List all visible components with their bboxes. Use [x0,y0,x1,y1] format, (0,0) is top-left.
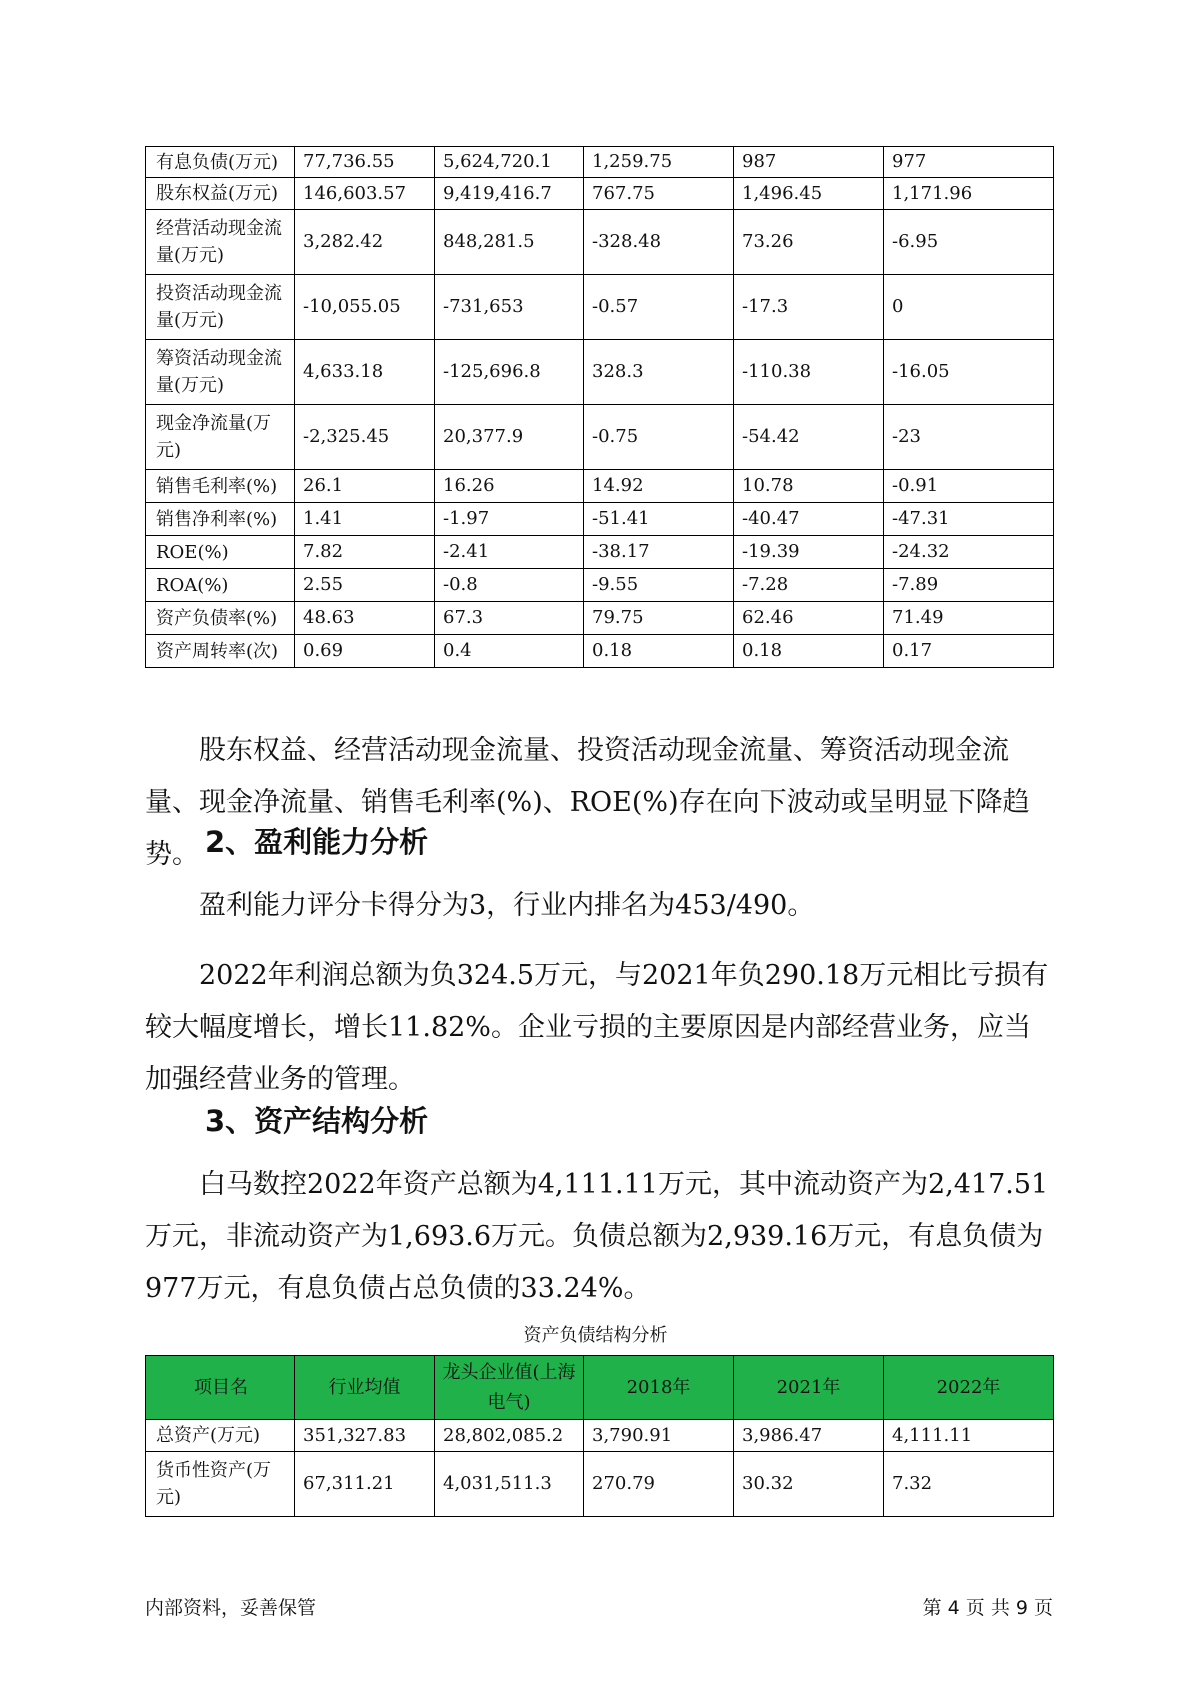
cell-2018: 0.18 [584,635,734,668]
cell-2021: -110.38 [734,340,884,405]
row-label: 有息负债(万元) [146,147,295,178]
cell-2018: 328.3 [584,340,734,405]
cell-2018: 767.75 [584,178,734,210]
cell-industry-avg: -10,055.05 [295,275,435,340]
row-label: 经营活动现金流量(万元) [146,210,295,275]
cell-2022: 977 [884,147,1054,178]
cell-2021: 62.46 [734,602,884,635]
cell-2018: -328.48 [584,210,734,275]
section-heading-profitability: 2、盈利能力分析 [205,825,429,859]
cell-industry-avg: 3,282.42 [295,210,435,275]
row-label: 投资活动现金流量(万元) [146,275,295,340]
cell-2022: 0 [884,275,1054,340]
header-industry-avg: 行业均值 [295,1356,435,1420]
row-label: 总资产(万元) [146,1420,295,1452]
cell-leader: 0.4 [435,635,584,668]
table-row [146,635,1054,668]
cell-2021: -54.42 [734,405,884,470]
trend-summary-paragraph: 股东权益、经营活动现金流量、投资活动现金流量、筹资活动现金流量、现金净流量、销售毛利率(%)、ROE(%)存在向下波动或呈明显下降趋势。 [145,735,1030,870]
cell-2022: 7.32 [884,1452,1054,1517]
row-label: ROE(%) [146,536,295,569]
table-row [146,210,1054,275]
cell-leader: 28,802,085.2 [435,1420,584,1452]
cell-2021: -7.28 [734,569,884,602]
row-label: 资产负债率(%) [146,602,295,635]
row-label: 股东权益(万元) [146,178,295,210]
cell-2018: 14.92 [584,470,734,503]
table-row [146,536,1054,569]
cell-industry-avg: 2.55 [295,569,435,602]
cell-2018: 3,790.91 [584,1420,734,1452]
table-row [146,275,1054,340]
cell-industry-avg: 351,327.83 [295,1420,435,1452]
cell-industry-avg: 0.69 [295,635,435,668]
cell-industry-avg: 26.1 [295,470,435,503]
row-label: 现金净流量(万元) [146,405,295,470]
table-row [146,1452,1054,1517]
cell-leader: 67.3 [435,602,584,635]
cell-industry-avg: 7.82 [295,536,435,569]
section-heading-asset-structure: 3、资产结构分析 [205,1104,429,1138]
cell-industry-avg: 4,633.18 [295,340,435,405]
cell-2021: -17.3 [734,275,884,340]
cell-industry-avg: 48.63 [295,602,435,635]
cell-2021: 10.78 [734,470,884,503]
row-label: 货币性资产(万元) [146,1452,295,1517]
row-label: 筹资活动现金流量(万元) [146,340,295,405]
cell-2021: 0.18 [734,635,884,668]
cell-2021: 987 [734,147,884,178]
table-caption: 资产负债结构分析 [523,1325,668,1346]
financial-indicators-table [145,146,1054,668]
row-label: 销售毛利率(%) [146,470,295,503]
table-row [146,503,1054,536]
cell-2021: 3,986.47 [734,1420,884,1452]
cell-industry-avg: 77,736.55 [295,147,435,178]
header-2022: 2022年 [884,1356,1054,1420]
row-label: 资产周转率(次) [146,635,295,668]
cell-leader: -731,653 [435,275,584,340]
table-row [146,178,1054,210]
cell-leader: -125,696.8 [435,340,584,405]
footer-confidential-note: 内部资料，妥善保管 [145,1597,317,1619]
table-row [146,1420,1054,1452]
cell-leader: -0.8 [435,569,584,602]
cell-2018: -38.17 [584,536,734,569]
cell-industry-avg: 1.41 [295,503,435,536]
asset-structure-paragraph: 白马数控2022年资产总额为4,111.11万元，其中流动资产为2,417.51万元，非流动资产为1,693.6万元。负债总额为2,939.16万元，有息负债为977万元，有息负债占总负债的33.24%。 [145,1169,1049,1304]
cell-2018: -0.57 [584,275,734,340]
profitability-score-paragraph: 盈利能力评分卡得分为3，行业内排名为453/490。 [199,890,815,921]
cell-2018: 270.79 [584,1452,734,1517]
footer-page-number: 第 4 页 共 9 页 [922,1597,1053,1619]
table-row [146,405,1054,470]
header-2021: 2021年 [734,1356,884,1420]
cell-industry-avg: 146,603.57 [295,178,435,210]
cell-2021: 30.32 [734,1452,884,1517]
cell-2022: 71.49 [884,602,1054,635]
cell-2022: -6.95 [884,210,1054,275]
cell-2022: 1,171.96 [884,178,1054,210]
cell-2018: -0.75 [584,405,734,470]
header-2018: 2018年 [584,1356,734,1420]
cell-leader: -1.97 [435,503,584,536]
cell-2022: -16.05 [884,340,1054,405]
row-label: ROA(%) [146,569,295,602]
cell-2018: 1,259.75 [584,147,734,178]
cell-2022: -24.32 [884,536,1054,569]
cell-2021: 1,496.45 [734,178,884,210]
cell-industry-avg: 67,311.21 [295,1452,435,1517]
header-item-name: 项目名 [146,1356,295,1420]
cell-2022: -0.91 [884,470,1054,503]
cell-leader: 4,031,511.3 [435,1452,584,1517]
cell-leader: -2.41 [435,536,584,569]
table-row [146,470,1054,503]
profit-loss-paragraph: 2022年利润总额为负324.5万元，与2021年负290.18万元相比亏损有较大幅度增长，增长11.82%。企业亏损的主要原因是内部经营业务，应当加强经营业务的管理。 [145,960,1049,1095]
cell-2018: -9.55 [584,569,734,602]
header-leader: 龙头企业值(上海电气) [435,1356,584,1420]
cell-leader: 848,281.5 [435,210,584,275]
cell-2018: -51.41 [584,503,734,536]
table-row [146,602,1054,635]
cell-2022: 4,111.11 [884,1420,1054,1452]
cell-industry-avg: -2,325.45 [295,405,435,470]
cell-2018: 79.75 [584,602,734,635]
cell-2022: -47.31 [884,503,1054,536]
row-label: 销售净利率(%) [146,503,295,536]
table-row [146,340,1054,405]
cell-leader: 20,377.9 [435,405,584,470]
cell-2021: -19.39 [734,536,884,569]
table-row [146,569,1054,602]
cell-2022: 0.17 [884,635,1054,668]
table-header-row [146,1356,1054,1420]
cell-2022: -23 [884,405,1054,470]
cell-leader: 9,419,416.7 [435,178,584,210]
cell-2021: 73.26 [734,210,884,275]
table-row [146,147,1054,178]
cell-leader: 5,624,720.1 [435,147,584,178]
cell-2021: -40.47 [734,503,884,536]
cell-2022: -7.89 [884,569,1054,602]
cell-leader: 16.26 [435,470,584,503]
asset-liability-structure-table [145,1355,1054,1517]
